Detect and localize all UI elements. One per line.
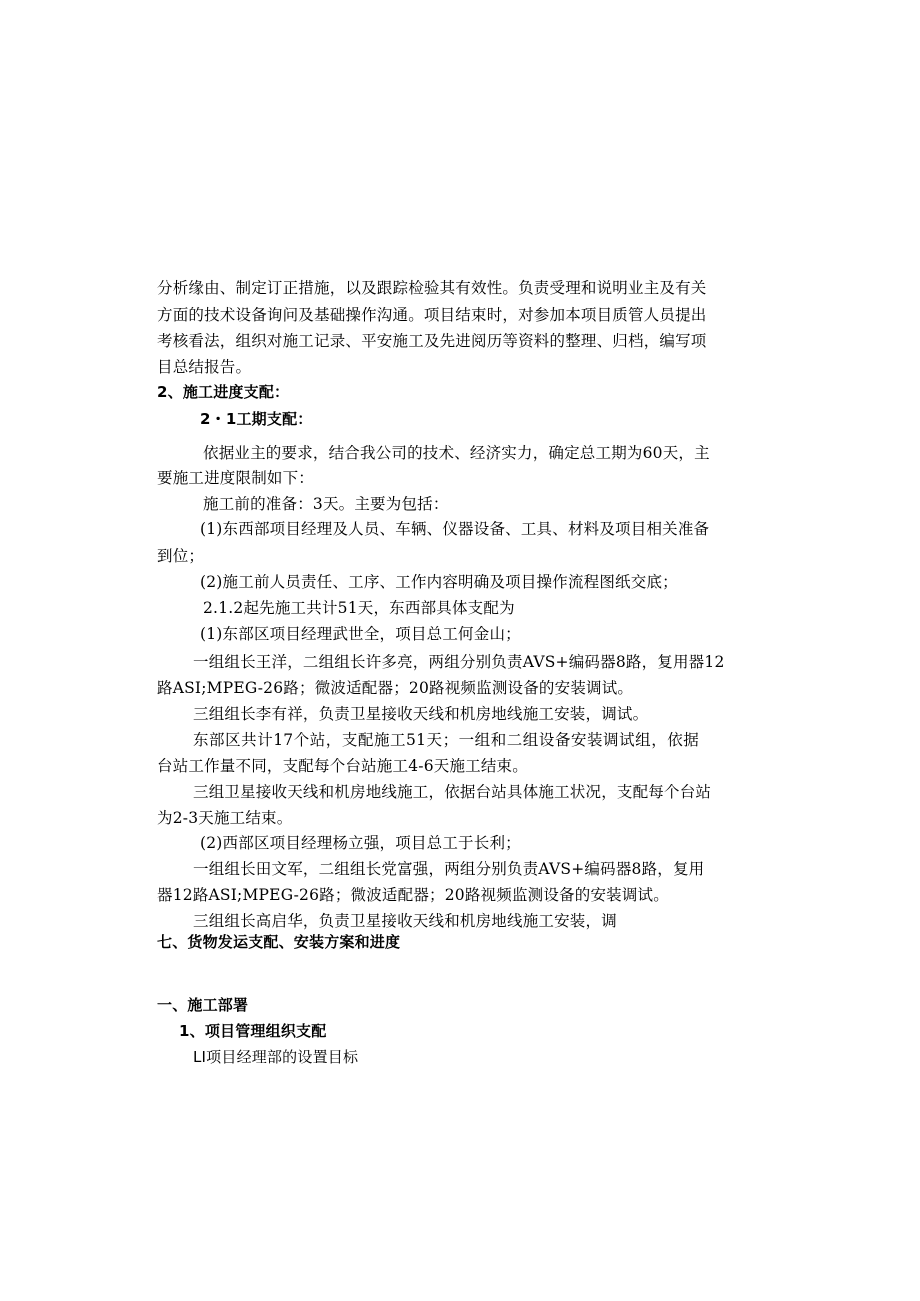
paragraph-line: 要施工进度限制如下： <box>157 469 315 487</box>
paragraph-line: 目总结报告。 <box>157 358 252 376</box>
paragraph-line: 2.1.2起先施工共计51天，东西部具体支配为 <box>203 599 515 617</box>
list-item: (2)施工前人员责任、工序、工作内容明确及项目操作流程图纸交底； <box>200 573 678 591</box>
paragraph-line: 为2-3天施工结束。 <box>157 809 293 827</box>
chapter-heading: 七、货物发运支配、安装方案和进度 <box>157 933 401 951</box>
subsection-heading: LI项目经理部的设置目标 <box>193 1048 359 1066</box>
paragraph-line: 一组组长田文军，二组组长党富强，两组分别负责AVS+编码器8路，复用 <box>193 860 705 878</box>
subsection-heading: 2・1工期支配： <box>200 410 313 428</box>
paragraph-line: 台站工作量不同，支配每个台站施工4-6天施工结束。 <box>157 757 528 775</box>
paragraph-line: 东部区共计17个站，支配施工51天；一组和二组设备安装调试组，依据 <box>193 731 699 749</box>
paragraph-line: 三组组长李有祥，负责卫星接收天线和机房地线施工安装，调试。 <box>193 705 649 723</box>
section-heading: 2、施工进度支配： <box>157 383 290 401</box>
paragraph-line: 路ASI;MPEG-26路；微波适配器；20路视频监测设备的安装调试。 <box>157 679 634 697</box>
section-heading: 一、施工部署 <box>157 996 249 1014</box>
subsection-heading: 1、项目管理组织支配 <box>179 1022 327 1040</box>
paragraph-line: 施工前的准备：3天。主要为包括： <box>203 495 449 513</box>
paragraph-line: 依据业主的要求，结合我公司的技术、经济实力，确定总工期为60天，主 <box>203 444 710 462</box>
paragraph-line: 三组组长高启华，负责卫星接收天线和机房地线施工安装，调 <box>193 912 617 930</box>
paragraph-line: 到位； <box>157 547 205 565</box>
list-item: (2)西部区项目经理杨立强，项目总工于长利； <box>200 834 521 852</box>
paragraph-line: 分析缘由、制定订正措施，以及跟踪检验其有效性。负责受理和说明业主及有关 <box>157 279 707 297</box>
paragraph-line: 一组组长王洋，二组组长许多亮，两组分别负责AVS+编码器8路，复用器12 <box>193 653 725 671</box>
paragraph-line: 考核看法，组织对施工记录、平安施工及先进阅历等资料的整理、归档，编写项 <box>157 332 707 350</box>
list-item: (1)东西部项目经理及人员、车辆、仪器设备、工具、材料及项目相关准备 <box>200 520 710 538</box>
paragraph-line: 三组卫星接收天线和机房地线施工，依据台站具体施工状况，支配每个台站 <box>193 783 712 801</box>
paragraph-line: 方面的技术设备询问及基础操作沟通。项目结束时，对参加本项目质管人员提出 <box>157 306 707 324</box>
list-item: (1)东部区项目经理武世全，项目总工何金山； <box>200 625 521 643</box>
paragraph-line: 器12路ASI;MPEG-26路；微波适配器；20路视频监测设备的安装调试。 <box>157 886 669 904</box>
